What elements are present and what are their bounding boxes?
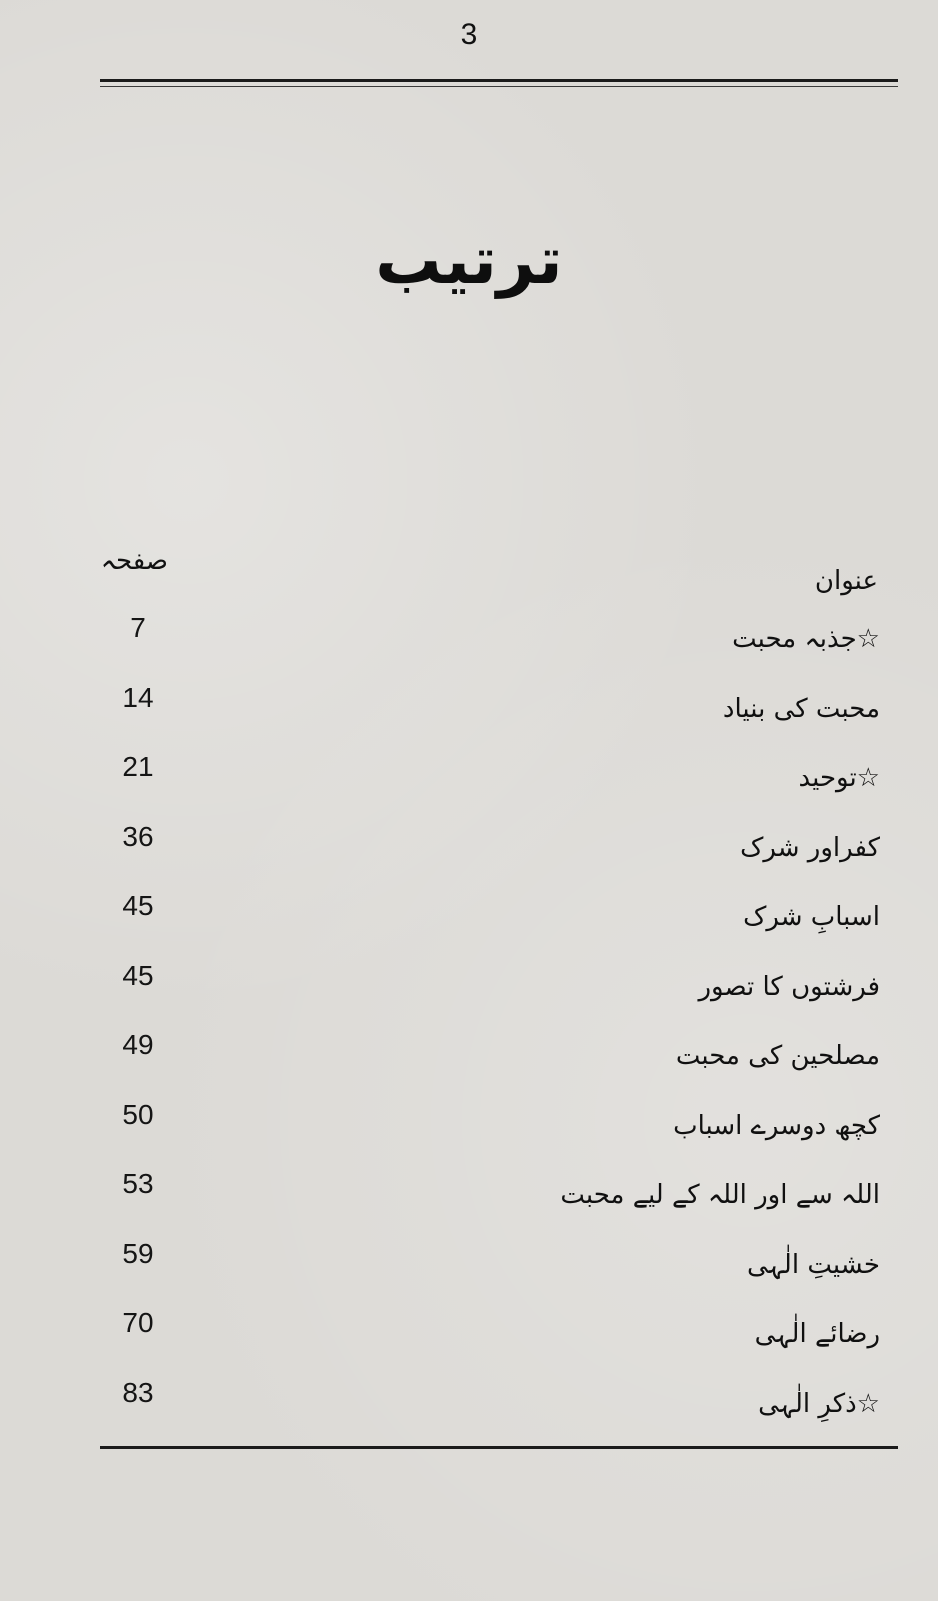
toc-title: رضائے الٰہی: [754, 1319, 880, 1349]
toc-entry: [100, 1307, 890, 1377]
toc-title: فرشتوں کا تصور: [698, 971, 880, 1002]
toc-entry: [100, 1238, 890, 1308]
toc-entry: [100, 682, 890, 752]
page-title: ترتیب: [375, 222, 563, 299]
toc-entry: [100, 1029, 890, 1099]
toc-title: ☆توحید: [798, 763, 880, 793]
toc-title: اسبابِ شرک: [743, 902, 880, 932]
toc-entry: [100, 821, 890, 891]
toc-title: اللہ سے اور اللہ کے لیے محبت: [560, 1180, 880, 1210]
toc-entry: [100, 612, 890, 682]
toc-title: ☆جذبہ محبت: [732, 624, 880, 654]
toc-page-number: 59: [122, 1237, 154, 1269]
toc-title: خشیتِ الٰہی: [747, 1249, 880, 1280]
toc-title: مصلحین کی محبت: [675, 1041, 880, 1071]
toc-title: کفراور شرک: [740, 832, 880, 863]
toc-page-number: 21: [122, 751, 154, 782]
table-of-contents: [100, 612, 890, 1446]
toc-page-number: 36: [122, 820, 154, 852]
toc-entry: [100, 890, 890, 960]
toc-entry: [100, 1377, 890, 1447]
header-rule: [100, 79, 898, 82]
toc-page-number: 49: [122, 1029, 154, 1060]
toc-entry: [100, 751, 890, 821]
title-column-header: عنوان: [814, 566, 878, 596]
toc-page-number: 7: [130, 612, 146, 643]
page-number: 3: [460, 18, 478, 51]
toc-entry: [100, 1099, 890, 1169]
toc-title: ☆ذکرِ الٰہی: [758, 1388, 880, 1419]
toc-entry: [100, 960, 890, 1030]
toc-title: محبت کی بنیاد: [722, 693, 880, 724]
header-rule-thin: [100, 86, 898, 87]
toc-page-number: 83: [122, 1376, 154, 1408]
toc-page-number: 50: [122, 1098, 154, 1130]
toc-page-number: 70: [122, 1307, 154, 1338]
footer-rule: [100, 1446, 898, 1449]
toc-page-number: 53: [122, 1168, 154, 1199]
page-column-header: صفحہ: [100, 546, 168, 576]
toc-page-number: 45: [122, 959, 154, 991]
toc-title: کچھ دوسرے اسباب: [673, 1110, 880, 1141]
toc-page-number: 45: [122, 890, 154, 921]
toc-entry: [100, 1168, 890, 1238]
toc-page-number: 14: [122, 681, 154, 713]
